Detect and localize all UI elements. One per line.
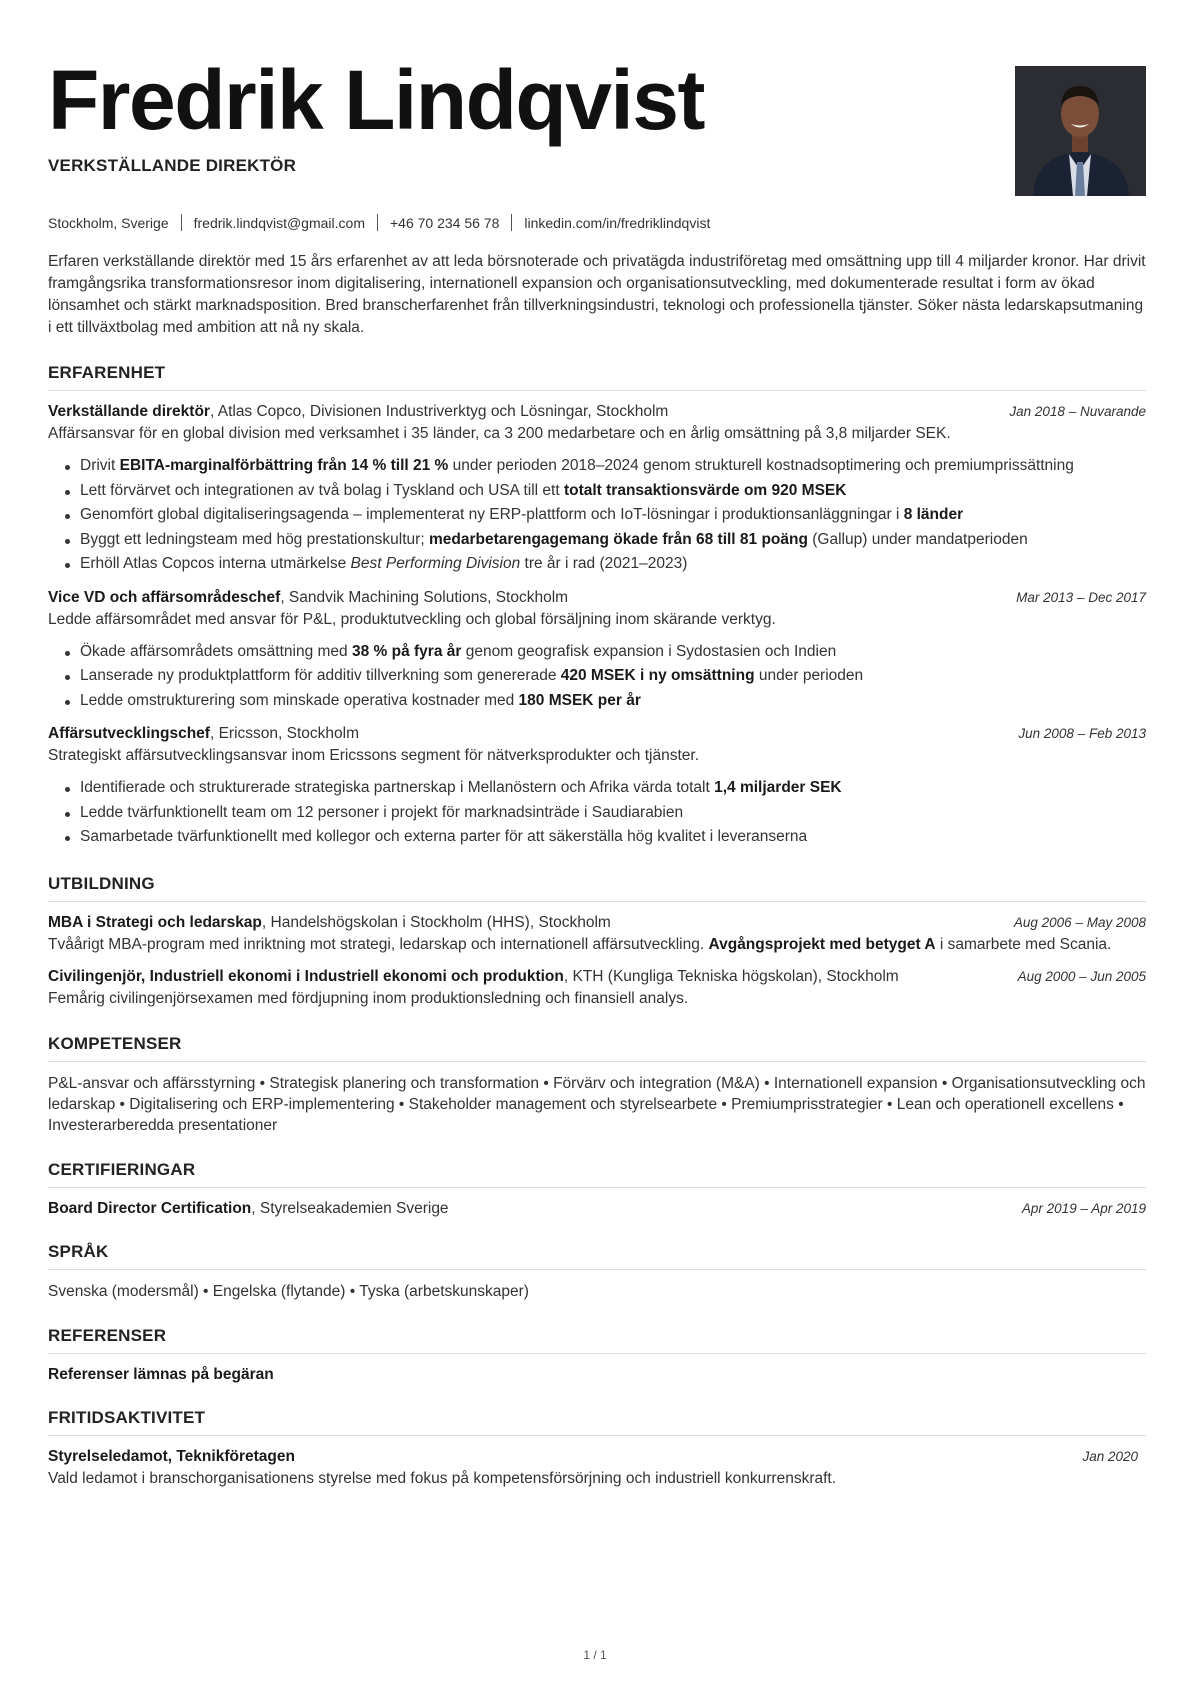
bullet-item bbox=[48, 776, 1146, 801]
certifications-section bbox=[48, 1160, 1146, 1218]
job-header bbox=[48, 589, 1146, 607]
person-portrait-icon bbox=[1015, 66, 1146, 196]
profile-summary: Erfaren verkställande direktör med 15 års erfarenhet av att leda börsnoterade och privatägda industriföretag med omsättning upp till 4 miljarder kronor. Har drivit framgångsrika transformationsresor inom digitalisering, internationell expansion och organisationsutveckling, med dokumenterade resultat i form av ökad lönsamhet och stärkt marknadsposition. Bred branscherfarenhet från tillverkningsindustri, teknologi och professionella tjänster. Söker nästa ledarskapsutmaning i ett tillväxtbolag med ambition att nå ny skala. bbox=[48, 253, 1146, 336]
job-role: Affärsutvecklingschef bbox=[48, 725, 210, 742]
bullet-text: under perioden 2018–2024 genom strukturell kostnadsoptimering och premiumprissättning bbox=[448, 457, 1074, 474]
leisure-heading: FRITIDSAKTIVITET bbox=[48, 1408, 1146, 1436]
skills-heading: KOMPETENSER bbox=[48, 1034, 1146, 1062]
bullet-highlight: 1,4 miljarder SEK bbox=[714, 779, 842, 796]
education-text: i samarbete med Scania. bbox=[935, 935, 1112, 953]
leisure-header bbox=[48, 1448, 1146, 1466]
candidate-title: VERKSTÄLLANDE DIREKTÖR bbox=[48, 156, 297, 175]
job-bullets bbox=[48, 776, 1146, 850]
languages-list: Svenska (modersmål) • Engelska (flytande) • Tyska (arbetskunskaper) bbox=[48, 1282, 529, 1300]
leisure-description: Vald ledamot i branschorganisationens styrelse med fokus på kompetensförsörjning och industriell konkurrenskraft. bbox=[48, 1469, 837, 1487]
job-date: Jun 2008 – Feb 2013 bbox=[1018, 726, 1146, 741]
bullet-item bbox=[48, 801, 1146, 826]
school-name: , KTH (Kungliga Tekniska högskolan), Stockholm bbox=[563, 967, 899, 985]
education-date: Aug 2006 – May 2008 bbox=[1013, 914, 1146, 930]
contact-divider bbox=[511, 214, 512, 231]
bullet-highlight: 8 länder bbox=[903, 506, 964, 523]
bullet-highlight: medarbetarengagemang ökade från 68 till 81 poäng bbox=[428, 530, 808, 548]
bullet-text: tre år i rad (2021–2023) bbox=[520, 555, 688, 572]
education-header bbox=[48, 968, 1146, 986]
bullet-item bbox=[48, 479, 1146, 504]
job-entry bbox=[48, 589, 1146, 714]
certification-date: Apr 2019 – Apr 2019 bbox=[1021, 1200, 1146, 1216]
bullet-item bbox=[48, 640, 1146, 665]
bullet-text: under perioden bbox=[754, 667, 864, 684]
contact-location: Stockholm, Sverige bbox=[48, 214, 169, 231]
bullet-text: Ledde omstrukturering som minskade operativa kostnader med bbox=[80, 691, 519, 709]
languages-section bbox=[48, 1242, 1146, 1302]
job-date: Jan 2018 – Nuvarande bbox=[1009, 404, 1146, 419]
contact-divider bbox=[181, 214, 182, 231]
education-header bbox=[48, 914, 1146, 932]
experience-heading: ERFARENHET bbox=[48, 363, 1146, 391]
bullet-text: Drivit bbox=[80, 457, 120, 474]
bullet-item bbox=[48, 503, 1146, 528]
degree-name: MBA i Strategi och ledarskap bbox=[48, 913, 262, 931]
certification-header bbox=[48, 1200, 1146, 1218]
bullet-item bbox=[48, 664, 1146, 689]
bullet-item bbox=[48, 528, 1146, 553]
bullet-text: (Gallup) under mandatperioden bbox=[807, 530, 1028, 548]
bullet-highlight: totalt transaktionsvärde om 920 MSEK bbox=[563, 481, 847, 499]
bullet-emphasis: Best Performing Division bbox=[350, 555, 521, 572]
education-description bbox=[48, 988, 1146, 1010]
job-description: Ledde affärsområdet med ansvar för P&L, produktutveckling och global försäljning inom skärande verktyg. bbox=[48, 610, 776, 628]
bullet-highlight: 180 MSEK per år bbox=[518, 691, 641, 709]
job-org: , Ericsson, Stockholm bbox=[209, 725, 359, 742]
bullet-item bbox=[48, 825, 1146, 850]
skills-list: P&L-ansvar och affärsstyrning • Strategisk planering och transformation • Förvärv och integration (M&A) • Internationell expansion • Organisationsutveckling och ledarskap • Digitalisering och ERP-implementering • Stakeholder management och styrelsearbete • Premiumprisstrategier • Lean och operationell excellens • Investerarberedda presentationer bbox=[48, 1074, 1146, 1134]
bullet-text: Byggt ett ledningsteam med hög prestationskultur; bbox=[80, 530, 429, 548]
skills-section bbox=[48, 1034, 1146, 1136]
job-header bbox=[48, 403, 1146, 421]
bullet-text: Genomfört global digitaliseringsagenda – implementerat ny ERP-plattform och IoT-lösningar i produktionsanläggningar i bbox=[80, 506, 904, 523]
education-text: Tvåårigt MBA-program med inriktning mot strategi, ledarskap och internationell affärsutveckling. bbox=[48, 935, 709, 953]
references-heading: REFERENSER bbox=[48, 1326, 1146, 1354]
contact-email[interactable]: fredrik.lindqvist@gmail.com bbox=[193, 214, 365, 231]
bullet-item bbox=[48, 552, 1146, 577]
education-entry bbox=[48, 968, 1146, 1010]
job-header bbox=[48, 725, 1146, 743]
contact-row bbox=[48, 214, 1146, 231]
education-date: Aug 2000 – Jun 2005 bbox=[1017, 968, 1146, 984]
job-role: Vice VD och affärsområdeschef bbox=[48, 588, 281, 606]
bullet-text: genom geografisk expansion i Sydostasien och Indien bbox=[461, 642, 837, 660]
job-bullets bbox=[48, 640, 1146, 714]
page-number: 1 / 1 bbox=[583, 1648, 607, 1662]
contact-phone[interactable]: +46 70 234 56 78 bbox=[389, 214, 500, 231]
bullet-text: Lett förvärvet och integrationen av två bolag i Tyskland och USA till ett bbox=[80, 481, 564, 499]
education-highlight: Avgångsprojekt med betyget A bbox=[708, 935, 936, 953]
certification-entry bbox=[48, 1200, 1146, 1218]
languages-heading: SPRÅK bbox=[48, 1242, 1146, 1270]
certification-name: Board Director Certification bbox=[48, 1199, 252, 1217]
bullet-item bbox=[48, 689, 1146, 714]
bullet-text: Ökade affärsområdets omsättning med bbox=[80, 642, 352, 660]
bullet-highlight: EBITA-marginalförbättring från 14 % till 21 % bbox=[119, 457, 449, 474]
certification-issuer: , Styrelseakademien Sverige bbox=[251, 1199, 449, 1217]
job-role: Verkställande direktör bbox=[48, 403, 210, 420]
job-date: Mar 2013 – Dec 2017 bbox=[1016, 589, 1146, 605]
education-text: Femårig civilingenjörsexamen med fördjupning inom produktionsledning och finansiell analys. bbox=[48, 989, 689, 1007]
leisure-role: Styrelseledamot, Teknikföretagen bbox=[48, 1447, 295, 1465]
bullet-text: Ledde tvärfunktionellt team om 12 personer i projekt för marknadsinträde i Saudiarabien bbox=[80, 803, 684, 821]
job-bullets bbox=[48, 454, 1146, 577]
bullet-text: Erhöll Atlas Copcos interna utmärkelse bbox=[80, 555, 351, 572]
bullet-highlight: 420 MSEK i ny omsättning bbox=[560, 667, 755, 684]
certifications-heading: CERTIFIERINGAR bbox=[48, 1160, 1146, 1188]
job-org: , Atlas Copco, Divisionen Industriverktyg och Lösningar, Stockholm bbox=[209, 403, 669, 420]
job-entry bbox=[48, 403, 1146, 577]
education-description bbox=[48, 934, 1146, 956]
education-section bbox=[48, 874, 1146, 1010]
bullet-highlight: 38 % på fyra år bbox=[351, 642, 462, 660]
contact-linkedin[interactable]: linkedin.com/in/fredriklindqvist bbox=[524, 214, 711, 231]
job-description: Affärsansvar för en global division med verksamhet i 35 länder, ca 3 200 medarbetare och en årlig omsättning på 3,8 miljarder SEK. bbox=[48, 425, 951, 442]
bullet-text: Lanserade ny produktplattform för additiv tillverkning som genererade bbox=[80, 667, 561, 684]
job-org: , Sandvik Machining Solutions, Stockholm bbox=[280, 588, 569, 606]
job-description: Strategiskt affärsutvecklingsansvar inom Ericssons segment för nätverksprodukter och tjänster. bbox=[48, 747, 700, 764]
education-entry bbox=[48, 914, 1146, 956]
references-section bbox=[48, 1326, 1146, 1384]
leisure-entry bbox=[48, 1448, 1146, 1490]
school-name: , Handelshögskolan i Stockholm (HHS), Stockholm bbox=[261, 913, 611, 931]
bullet-text: Identifierade och strukturerade strategiska partnerskap i Mellanöstern och Afrika värda totalt bbox=[80, 779, 715, 796]
candidate-name: Fredrik Lindqvist bbox=[48, 53, 704, 147]
bullet-text: Samarbetade tvärfunktionellt med kollegor och externa parter för att säkerställa hög kvalitet i leveranserna bbox=[80, 828, 808, 845]
leisure-date: Jan 2020 bbox=[1082, 1448, 1138, 1464]
experience-section bbox=[48, 363, 1146, 850]
leisure-section bbox=[48, 1408, 1146, 1490]
education-heading: UTBILDNING bbox=[48, 874, 1146, 902]
job-entry bbox=[48, 725, 1146, 850]
degree-name: Civilingenjör, Industriell ekonomi i Industriell ekonomi och produktion bbox=[48, 967, 564, 985]
resume-header bbox=[48, 53, 1146, 208]
references-text: Referenser lämnas på begäran bbox=[48, 1365, 274, 1383]
profile-photo bbox=[1015, 66, 1146, 196]
resume-page bbox=[48, 40, 1146, 1490]
bullet-item bbox=[48, 454, 1146, 479]
contact-divider bbox=[377, 214, 378, 231]
